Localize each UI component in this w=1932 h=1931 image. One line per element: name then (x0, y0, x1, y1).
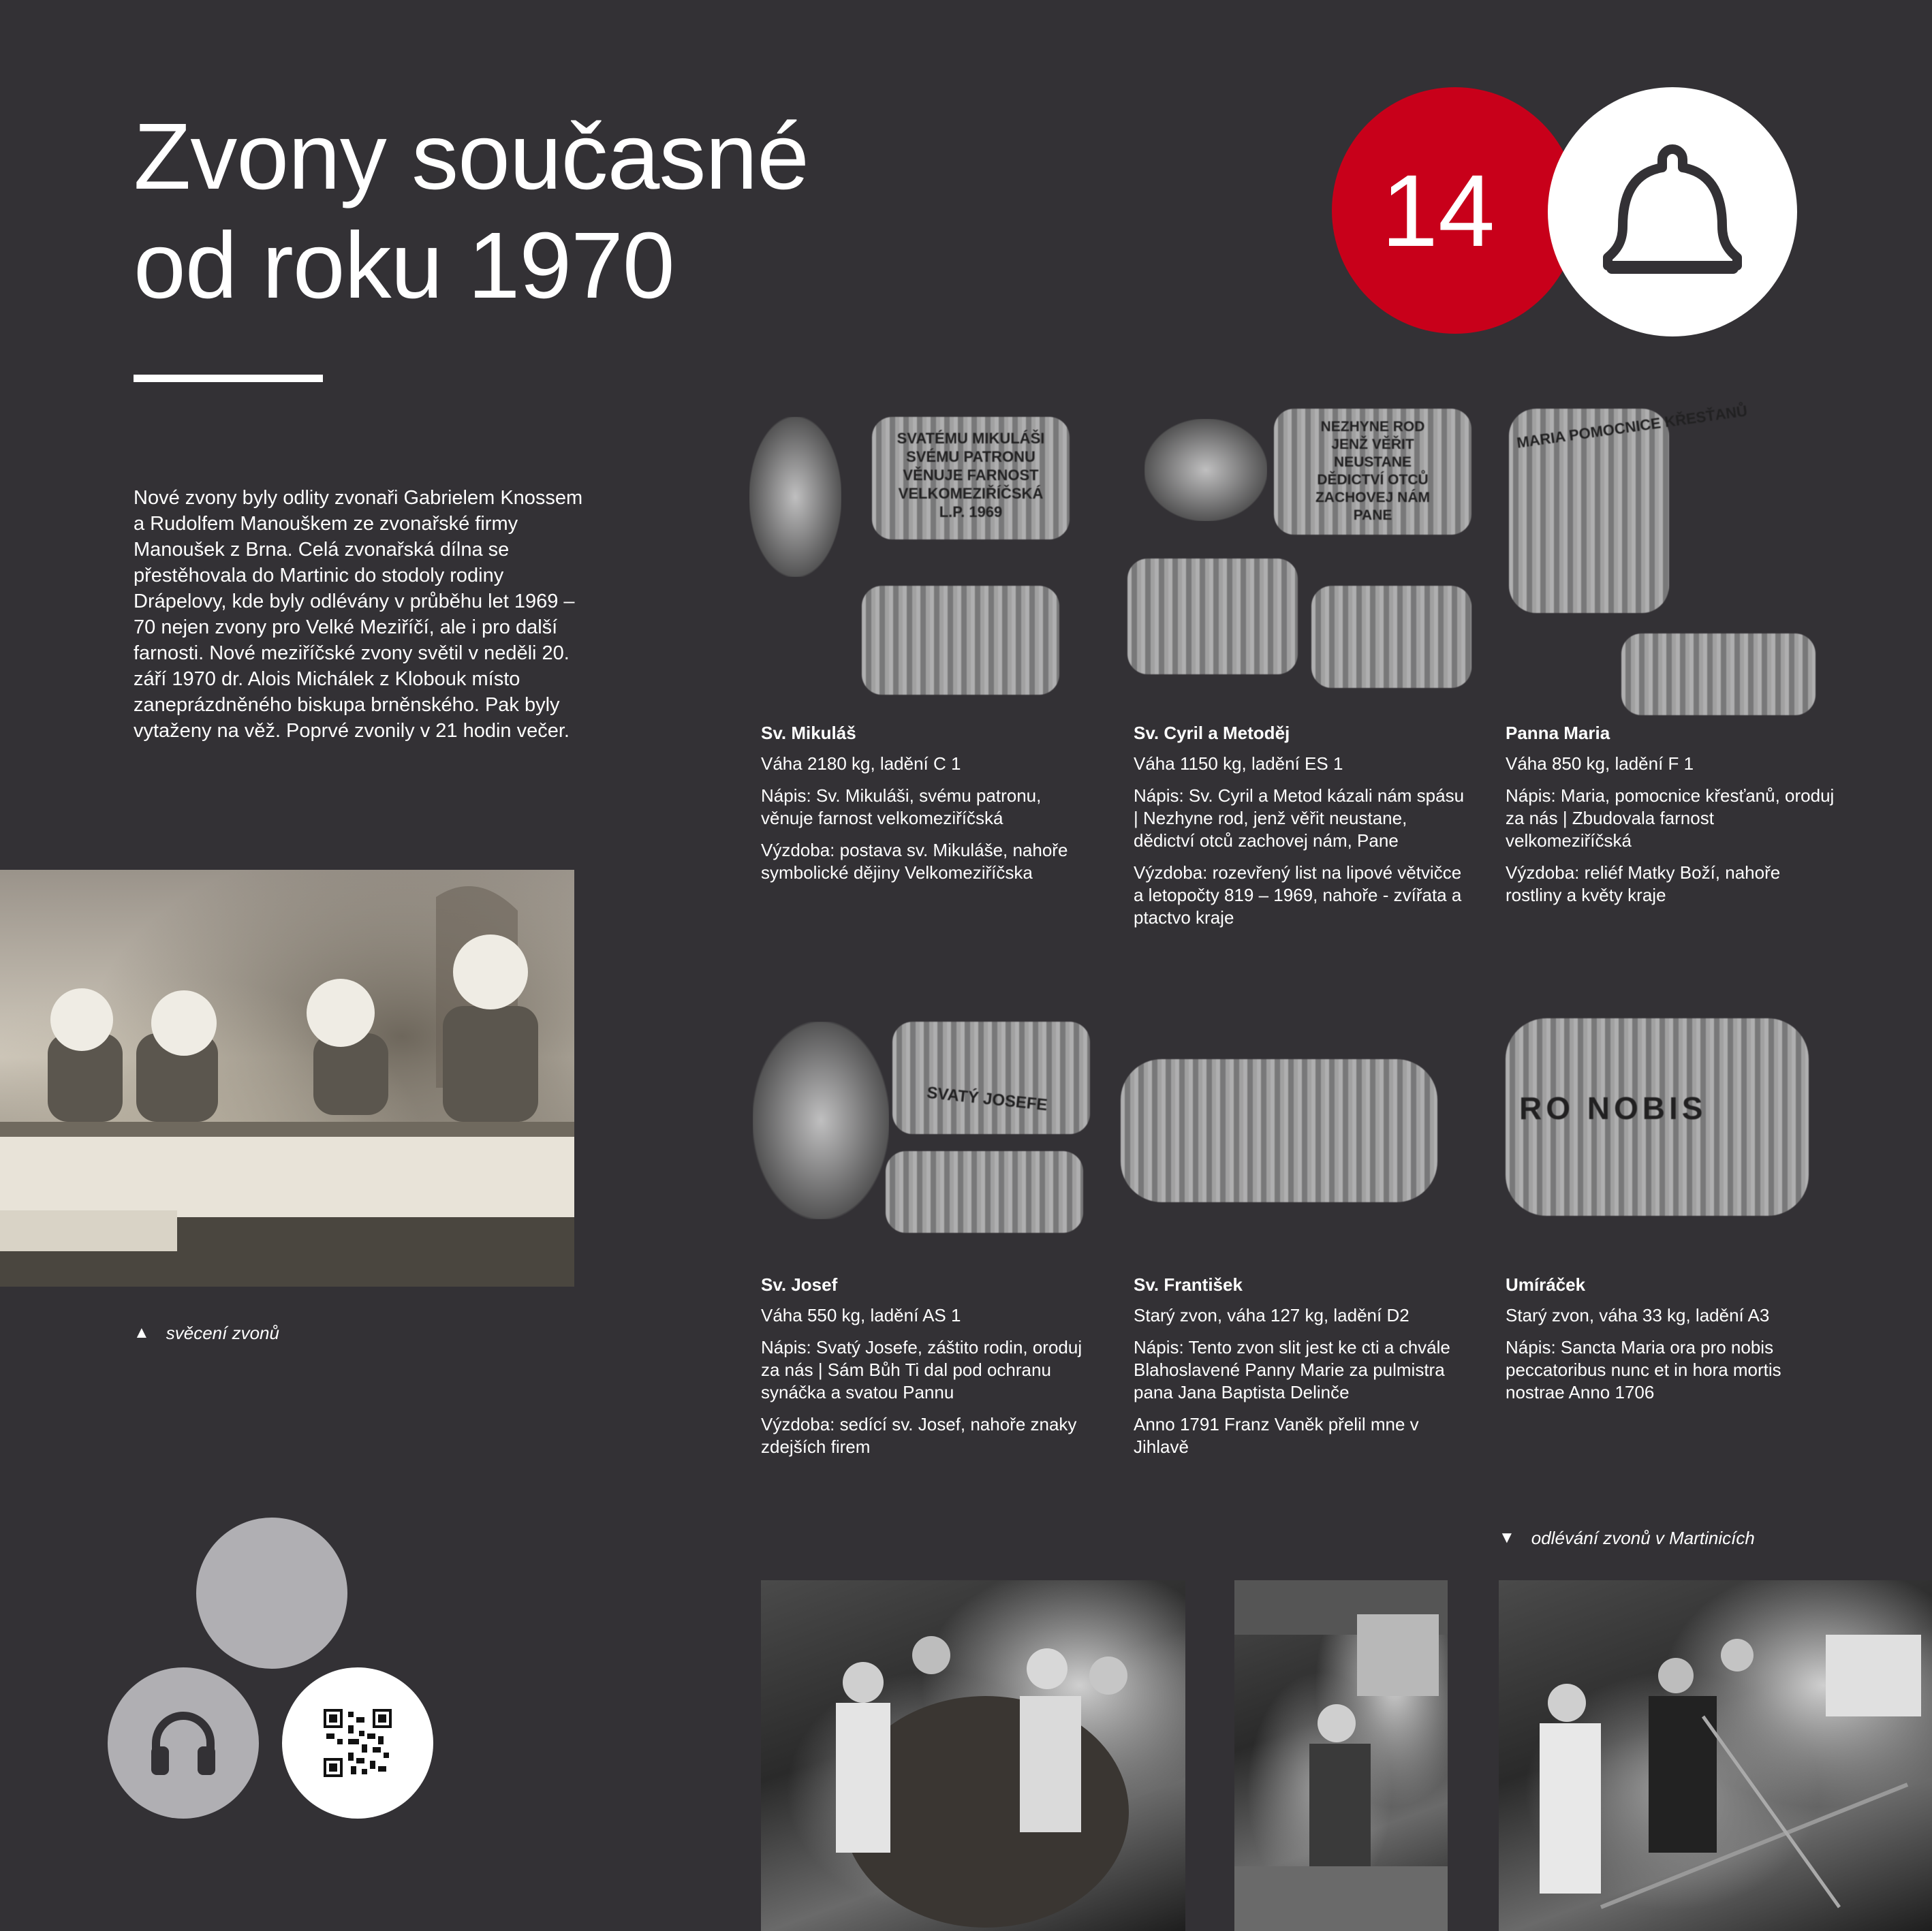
bell-inscription: Nápis: Sancta Maria ora pro nobis peccatoribus nunc et in hora mortis nostrae Anno 1706 (1506, 1337, 1781, 1402)
bell-name: Sv. Cyril a Metoděj (1134, 723, 1290, 743)
blessing-photo-illustration (0, 870, 574, 1287)
bell-weight: Starý zvon, váha 127 kg, ladění D2 (1134, 1305, 1409, 1325)
relief-cyril-animals (1127, 559, 1298, 674)
title-line-1: Zvony současné (134, 104, 809, 209)
relief-joseph-inscription: SVATÝ JOSEFE (892, 1022, 1090, 1134)
bell-info-frantisek (1134, 1274, 1467, 1468)
bell-inscription: Nápis: Maria, pomocnice křesťanů, oroduj za nás | Zbudovala farnost velkomeziříčská (1506, 785, 1835, 851)
title-underline (134, 375, 323, 382)
bell-name: Sv. Josef (761, 1274, 838, 1295)
relief-joseph-figure (753, 1022, 889, 1219)
triangle-up-icon: ▲ (134, 1323, 150, 1342)
qr-code-icon (324, 1709, 392, 1777)
bell-badge (1548, 87, 1797, 336)
casting-caption (1499, 1528, 1755, 1548)
bell-decor: Výzdoba: rozevřený list na lipové větvičce a letopočty 819 – 1969, nahoře - zvířata a ptactvo kraje (1134, 862, 1462, 928)
triangle-down-icon: ▼ (1499, 1528, 1515, 1547)
panel-number: 14 (1381, 153, 1495, 268)
decor-circle (196, 1518, 347, 1669)
bell-decor: Výzdoba: sedící sv. Josef, nahoře znaky zdejších firem (761, 1414, 1077, 1457)
casting-photo-1-illustration (761, 1580, 1185, 1931)
bell-inscription: Nápis: Tento zvon slit jest ke cti a chvále Blahoslavené Panny Marie za pulmistra pana Jana Baptista Delinče (1134, 1337, 1450, 1402)
bell-name: Sv. František (1134, 1274, 1243, 1295)
relief-joseph-arms (886, 1151, 1083, 1233)
relief-cyril-inscription: NEZHYNE ROD JENŽ VĚŘIT NEUSTANE DĚDICTVÍ OTCŮ ZACHOVEJ NÁM PANE (1274, 409, 1471, 535)
bell-decor: Anno 1791 Franz Vaněk přelil mne v Jihlavě (1134, 1414, 1419, 1457)
relief-nicholas-inscription: SVATÉMU MIKULÁŠI SVÉMU PATRONU VĚNUJE FARNOST VELKOMEZIŘÍČSKÁ L.P. 1969 (872, 417, 1070, 539)
bell-icon (1594, 134, 1751, 290)
page-title (134, 102, 951, 320)
casting-photo-1 (761, 1580, 1185, 1931)
casting-photo-2 (1234, 1580, 1448, 1931)
qr-code-button[interactable] (282, 1667, 433, 1819)
bell-info-cyril (1134, 722, 1467, 939)
blessing-photo (0, 870, 574, 1287)
relief-mary-flowers (1621, 633, 1816, 715)
bell-inscription: Nápis: Sv. Mikuláši, svému patronu, věnuje farnost velkomeziříčská (761, 785, 1042, 828)
relief-nicholas-arms (862, 586, 1059, 695)
relief-mary: MARIA POMOCNICE KŘESŤANŮ (1509, 409, 1669, 613)
bell-inscription: Nápis: Sv. Cyril a Metod kázali nám spásu | Nezhyne rod, jenž věřit neustane, dědictví otců zachovej nám, Pane (1134, 785, 1465, 851)
headphones-icon (146, 1706, 221, 1780)
bell-info-josef (761, 1274, 1095, 1468)
bell-weight: Váha 2180 kg, ladění C 1 (761, 753, 961, 774)
panel-number-badge (1332, 87, 1578, 334)
intro-text: Nové zvony byly odlity zvonaři Gabrielem Knossem a Rudolfem Manouškem ze zvonařské firmy Manoušek z Brna. Celá zvonařská dílna se přestěhovala do Martinic do stodoly rodiny Drápelovy, kde byly odlévány v průběhu let 1969 – 70 nejen zvony pro Velké Meziříčí, ale i pro další farnosti. Nové meziříčské zvony světil v neděli 20. září 1970 dr. Alois Michálek z Klobouk místo zaneprázdněného biskupa brněnského. Pak byly vytaženy na věž. Poprvé zvonily v 21 hodin večer. (134, 487, 583, 742)
bell-weight: Váha 850 kg, ladění F 1 (1506, 753, 1694, 774)
relief-umiracek: RO NOBIS (1506, 1018, 1809, 1216)
blessing-caption-text: svěcení zvonů (166, 1323, 279, 1343)
casting-photo-2-illustration (1234, 1580, 1448, 1931)
bell-inscription: Nápis: Svatý Josefe, záštito rodin, oroduj za nás | Sám Bůh Ti dal pod ochranu synáčka a svatou Pannu (761, 1337, 1082, 1402)
casting-photo-3 (1499, 1580, 1932, 1931)
casting-caption-text: odlévání zvonů v Martinicích (1531, 1528, 1755, 1548)
bell-decor: Výzdoba: reliéf Matky Boží, nahoře rostliny a květy kraje (1506, 862, 1781, 905)
relief-cyril-birds (1311, 586, 1471, 688)
bell-weight: Váha 550 kg, ladění AS 1 (761, 1305, 961, 1325)
bell-weight: Váha 1150 kg, ladění ES 1 (1134, 753, 1343, 774)
relief-nicholas-figure (749, 417, 841, 577)
audio-guide-button[interactable] (108, 1667, 259, 1819)
bell-name: Umíráček (1506, 1274, 1586, 1295)
bell-name: Panna Maria (1506, 723, 1610, 743)
bell-info-mikulas (761, 722, 1095, 894)
relief-cyril-crosses (1144, 419, 1267, 521)
blessing-caption (134, 1323, 279, 1343)
bell-info-panna-maria (1506, 722, 1839, 916)
title-line-2: od roku 1970 (134, 213, 674, 318)
bell-weight: Starý zvon, váha 33 kg, ladění A3 (1506, 1305, 1770, 1325)
bell-decor: Výzdoba: postava sv. Mikuláše, nahoře symbolické dějiny Velkomeziříčska (761, 840, 1068, 883)
relief-francis-ornament (1121, 1059, 1437, 1202)
casting-photo-3-illustration (1499, 1580, 1932, 1931)
bell-name: Sv. Mikuláš (761, 723, 856, 743)
bell-info-umiracek (1506, 1274, 1839, 1413)
